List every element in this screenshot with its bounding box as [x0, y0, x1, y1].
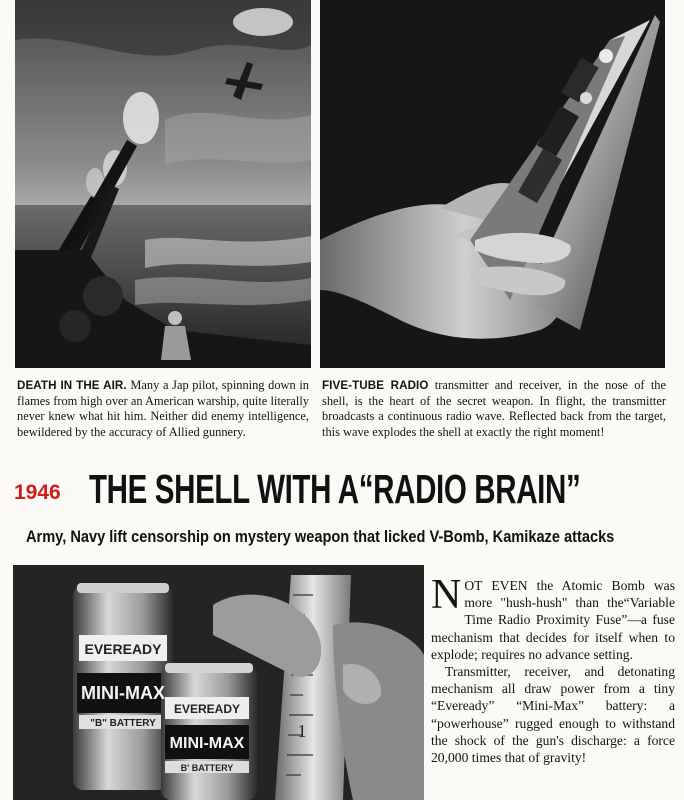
- caption-left-lead: DEATH IN THE AIR.: [17, 379, 127, 392]
- eveready-battery-photo: [13, 565, 424, 800]
- battery-small-model: MINI-MAX: [169, 735, 245, 752]
- caption-left: [17, 378, 309, 440]
- battery-large-model: MINI-MAX: [81, 683, 165, 703]
- article-paragraph-1-text: OT EVEN the Atomic Bomb was more "hush-hush" than the“Variable Time Radio Proximity Fuse”—a fuse mechanism that decides for itself when to explode; requires no advance setting.: [431, 578, 675, 662]
- article-paragraph-1: [431, 572, 675, 663]
- caption-right-text: transmitter and receiver, in the nose of the shell, is the heart of the secret weapon. In flight, the transmitter broadcasts a continuous radio wave. Reflected back from the target, this wave explodes the shell at exactly the right moment!: [322, 378, 666, 439]
- battery-small-type: B' BATTERY: [180, 763, 234, 773]
- subheadline: Army, Navy lift censorship on mystery weapon that licked V-Bomb, Kamikaze attacks: [26, 528, 615, 546]
- year-label: 1946: [14, 481, 61, 504]
- battery-large-type: "B" BATTERY: [90, 718, 156, 729]
- hand-holding-proximity-fuse-photo: [320, 0, 665, 368]
- caption-right: [322, 378, 666, 440]
- article-paragraph-2: Transmitter, receiver, and detonating mechanism all draw power from a tiny “Eveready” “Mini-Max” battery: a “powerhouse” rugged enough to withstand the shock of the gun's discharge: a force 20,000 times that of gravity!: [431, 664, 675, 766]
- battery-large-brand: EVEREADY: [84, 641, 162, 657]
- headline: THE SHELL WITH A“RADIO BRAIN”: [89, 466, 581, 512]
- battery-small-brand: EVEREADY: [173, 702, 241, 716]
- caption-right-lead: FIVE-TUBE RADIO: [322, 379, 429, 392]
- drop-cap: N: [431, 572, 462, 618]
- ruler-numeral: 1: [297, 721, 307, 741]
- caption-left-text: Many a Jap pilot, spinning down in flames from high over an American warship, quite literally never knew what hit him. Neither did enemy intelligence, bewildered by the accuracy of Allied gunnery.: [17, 378, 309, 439]
- warship-antiaircraft-fire-photo: [15, 0, 311, 368]
- article-body: [431, 572, 675, 766]
